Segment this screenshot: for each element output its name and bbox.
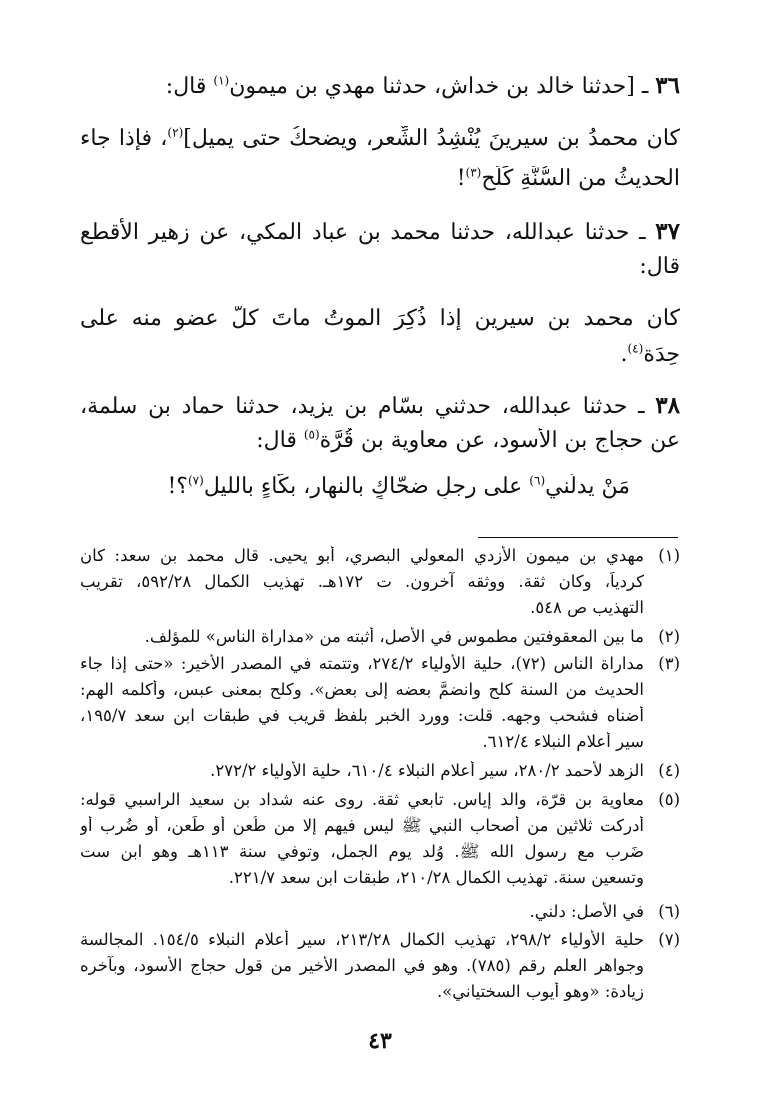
footnote-line: ما بين المعقوفتين مطموس في الأصل، أثبته من «مداراة الناس» للمؤلف. (144, 627, 644, 646)
footnote-3-line-3: أضناه فشحب وجهه. قلت: وورد الخبر بلفظ قريب في طبقات ابن سعد ١٩٥/٧، (80, 706, 644, 725)
footnote-number: (٢) (658, 627, 680, 646)
footnote-6 (80, 902, 680, 928)
footnote-7-line-3: زيادة: «وهو أيوب السختياني». (436, 982, 644, 1001)
footnote-5-line-4: وتسعين سنة. تهذيب الكمال ٢١٠/٢٨، طبقات ابن سعد ٢٢١/٧. (228, 868, 644, 887)
matn-text: كان محمد بن سيرين إذا ذُكِرَ الموتُ ماتَ كلُّ عضوٍ منه على (80, 306, 680, 331)
entry-36-body-line (80, 166, 680, 191)
isnad-text: قال: (165, 74, 214, 99)
footnote-3 (80, 654, 680, 680)
isnad-text: قال: (256, 428, 304, 453)
footnote-ref: (٦) (529, 474, 546, 488)
footnote-number: (٤) (658, 761, 680, 780)
matn-text: الحديثُ من السُّنَّةِ كَلَح (481, 166, 680, 191)
matn-text: على رجلٍ ضحّاكٍ بالنهار، بكّاءٍ بالليل (203, 474, 530, 499)
footnote-3-line-2: الحديث من السنة كلح وانضمَّ بعضه إلى بعض». وكلح بمعنى عبس، وأكلمه الهم: (80, 680, 644, 699)
footnote-line: حلية الأولياء ٢٩٨/٢، تهذيب الكمال ٢١٣/٢٨، سير أعلام النبلاء ١٥٤/٥. المجالسة (80, 930, 644, 949)
footnote-1-line-2: كردياً، وكان ثقة. ووثقه آخرون. ت ١٧٢هـ. تهذيب الكمال ٥٩٢/٢٨، تقريب (80, 572, 644, 591)
matn-text: كان محمدُ بن سيرينَ يُنْشِدُ الشِّعر، ويضحكُ حتى يميل] (183, 126, 680, 151)
footnote-line: مهدي بن ميمون الأزدي المعولي البصري، أبو يحيى. قال محمد بن سعد: كان (80, 546, 644, 565)
entry-37-body-line (80, 306, 680, 331)
footnote-number: (٦) (658, 902, 680, 921)
footnote-line: معاوية بن قرّة، والد إياس. تابعي ثقة. روى عنه شداد بن سعيد الراسبي قوله: (80, 790, 644, 809)
footnote-1 (80, 546, 680, 572)
matn-text: ؟! (167, 474, 188, 499)
entry-number: ٣٧ (655, 218, 680, 245)
isnad-text: ـ [حدثنا خالد بن خداش، حدثنا مهدي بن ميمون (229, 74, 656, 99)
entry-37-heading (80, 218, 680, 245)
entry-number: ٣٨ (655, 392, 680, 419)
footnote-2 (80, 627, 680, 653)
matn-text: ، فإذا جاء (80, 126, 168, 151)
footnote-ref: (٥) (303, 428, 320, 442)
footnote-number: (١) (658, 546, 680, 565)
footnote-line: في الأصل: دلني. (529, 902, 644, 921)
footnote-number: (٧) (658, 930, 680, 949)
footnote-7 (80, 930, 680, 956)
footnote-5 (80, 790, 680, 816)
footnote-5-line-2: أدركت ثلاثين من أصحاب النبي ﷺ ليس فيهم إلا من طُعن أو طَعن، أو ضُرب أو (80, 816, 644, 835)
footnote-5-line-3: ضَرب مع رسول الله ﷺ. وُلد يوم الجمل، وتوفي سنة ١١٣هـ وهو ابن ست (80, 842, 644, 861)
entry-36-heading (80, 72, 680, 99)
matn-text: حِدَة (643, 342, 680, 367)
footnote-ref: (٧) (187, 474, 204, 488)
entry-number: ٣٦ (655, 72, 680, 99)
matn-text: . (620, 342, 628, 367)
footnote-number: (٥) (658, 790, 680, 809)
footnote-separator (478, 537, 678, 538)
entry-38-heading (80, 392, 680, 419)
footnote-ref: (٤) (627, 342, 644, 356)
footnote-3-line-4: سير أعلام النبلاء ٦١٢/٤. (482, 732, 644, 751)
footnote-7-line-2: وجواهر العلم رقم (٧٨٥). وهو في المصدر الأخير من قول حجاج الأسود، وبآخره (80, 956, 644, 975)
matn-text: ! (456, 166, 466, 191)
isnad-text: قال: (639, 254, 680, 279)
page-number: ٤٣ (368, 1028, 392, 1054)
entry-37-heading-cont (80, 254, 680, 279)
footnote-ref: (٢) (167, 126, 184, 140)
entry-38-body-line (80, 474, 630, 499)
footnote-4 (80, 761, 680, 787)
isnad-text: ـ حدثنا عبدالله، حدثنا محمد بن عباد المكي، عن زهير الأقطع (80, 220, 656, 245)
footnote-line: مداراة الناس (٧٢)، حلية الأولياء ٢٧٤/٢، وتتمته في المصدر الأخير: «حتى إذا جاء (80, 654, 644, 673)
footnote-ref: (١) (213, 73, 230, 88)
matn-text: مَنْ يدلُّني (545, 474, 630, 499)
footnote-number: (٣) (658, 654, 680, 673)
entry-37-body-line (80, 342, 680, 367)
footnote-ref: (٣) (465, 166, 482, 180)
isnad-text: ـ حدثنا عبدالله، حدثني بسّام بن يزيد، حدثنا حماد بن سلمة، (80, 394, 656, 419)
entry-36-body-line (80, 126, 680, 151)
footnote-1-line-3: التهذيب ص ٥٤٨. (530, 598, 644, 617)
entry-38-heading-cont (80, 428, 680, 453)
footnote-line: الزهد لأحمد ٢٨٠/٢، سير أعلام النبلاء ٦١٠/٤، حلية الأولياء ٢٧٢/٢. (210, 761, 644, 780)
isnad-text: عن حجاج بن الأسود، عن معاوية بن قُرَّة (319, 428, 680, 453)
